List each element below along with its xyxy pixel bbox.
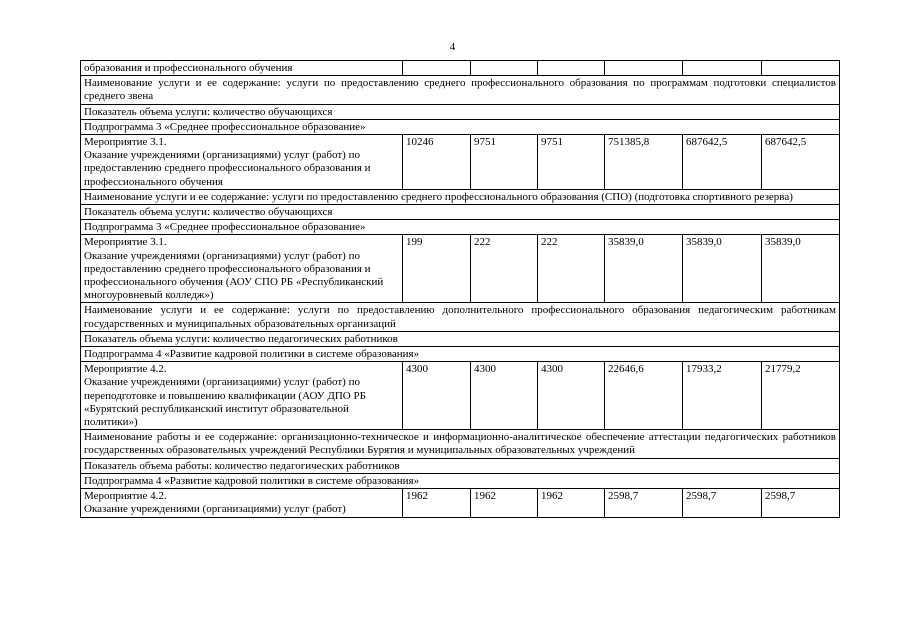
value-cell: 35839,0 bbox=[762, 235, 840, 303]
table-row-section bbox=[81, 347, 840, 362]
measure-title: Мероприятие 3.1. bbox=[84, 136, 167, 149]
row-label bbox=[81, 135, 403, 190]
section-text: Подпрограмма 4 «Развитие кадровой политики в системе образования» bbox=[81, 347, 840, 362]
value-cell: 4300 bbox=[538, 362, 605, 430]
section-text: Показатель объема услуги: количество педагогических работников bbox=[81, 331, 840, 346]
page-number: 4 bbox=[449, 41, 456, 53]
row-label bbox=[81, 235, 403, 303]
measure-title: Мероприятие 4.2. bbox=[84, 363, 167, 376]
section-text: Наименование работы и ее содержание: организационно-техническое и информационно-аналитическое обеспечение аттестации педагогических работников государственных образовательных учреждений Республики Бурятия и муниципальных образовательных учреждений bbox=[81, 430, 840, 458]
table-row-section bbox=[81, 119, 840, 134]
value-cell: 2598,7 bbox=[762, 489, 840, 517]
value-cell: 4300 bbox=[403, 362, 471, 430]
section-text: Показатель объема услуги: количество обучающихся bbox=[81, 104, 840, 119]
value-cell: 21779,2 bbox=[762, 362, 840, 430]
measure-description: Оказание учреждениями (организациями) услуг (работ) по предоставлению среднего профессионального образования и профессионального обучения (АОУ СПО РБ «Республиканский многоуровневый колледж») bbox=[84, 249, 384, 302]
value-cell: 1962 bbox=[471, 489, 538, 517]
table-row-section bbox=[81, 76, 840, 104]
value-cell: 222 bbox=[471, 235, 538, 303]
table-row-section bbox=[81, 205, 840, 220]
value-cell bbox=[605, 61, 683, 76]
section-text: Наименование услуги и ее содержание: услуги по предоставлению дополнительного профессионального образования педагогическим работникам государственных и муниципальных образовательных организаций bbox=[81, 303, 840, 331]
measure-title: Мероприятие 3.1. bbox=[84, 236, 167, 249]
table-row bbox=[81, 61, 840, 76]
services-table bbox=[80, 60, 840, 518]
section-text: Подпрограмма 3 «Среднее профессиональное образование» bbox=[81, 220, 840, 235]
value-cell bbox=[403, 61, 471, 76]
table-row bbox=[81, 362, 840, 430]
row-label bbox=[81, 362, 403, 430]
table-row bbox=[81, 489, 840, 517]
measure-description: Оказание учреждениями (организациями) услуг (работ) bbox=[84, 503, 346, 516]
table-row-section bbox=[81, 220, 840, 235]
row-label bbox=[81, 489, 403, 517]
value-cell bbox=[538, 61, 605, 76]
value-cell: 751385,8 bbox=[605, 135, 683, 190]
value-cell: 17933,2 bbox=[683, 362, 762, 430]
value-cell: 1962 bbox=[538, 489, 605, 517]
section-text: Показатель объема работы: количество педагогических работников bbox=[81, 458, 840, 473]
measure-title: Мероприятие 4.2. bbox=[84, 490, 167, 503]
value-cell bbox=[471, 61, 538, 76]
value-cell: 35839,0 bbox=[683, 235, 762, 303]
section-text: Подпрограмма 4 «Развитие кадровой политики в системе образования» bbox=[81, 473, 840, 488]
value-cell: 199 bbox=[403, 235, 471, 303]
table-row bbox=[81, 135, 840, 190]
value-cell: 10246 bbox=[403, 135, 471, 190]
table-row-section bbox=[81, 189, 840, 204]
value-cell: 222 bbox=[538, 235, 605, 303]
section-text: Наименование услуги и ее содержание: услуги по предоставлению среднего профессионального образования (СПО) (подготовка спортивного резерва) bbox=[81, 189, 840, 204]
value-cell: 2598,7 bbox=[605, 489, 683, 517]
row-label bbox=[81, 61, 403, 76]
section-text: Наименование услуги и ее содержание: услуги по предоставлению среднего профессионального образования по программам подготовки специалистов среднего звена bbox=[81, 76, 840, 104]
table-row-section bbox=[81, 473, 840, 488]
value-cell: 687642,5 bbox=[762, 135, 840, 190]
value-cell: 9751 bbox=[471, 135, 538, 190]
table-row-section bbox=[81, 458, 840, 473]
table-row-section bbox=[81, 331, 840, 346]
value-cell: 22646,6 bbox=[605, 362, 683, 430]
value-cell: 1962 bbox=[403, 489, 471, 517]
value-cell: 2598,7 bbox=[683, 489, 762, 517]
services-table-body bbox=[81, 61, 840, 518]
value-cell: 4300 bbox=[471, 362, 538, 430]
value-cell bbox=[683, 61, 762, 76]
section-text: Показатель объема услуги: количество обучающихся bbox=[81, 205, 840, 220]
value-cell bbox=[762, 61, 840, 76]
measure-description: Оказание учреждениями (организациями) услуг (работ) по предоставлению среднего профессионального образования и профессионального обучения bbox=[84, 149, 371, 188]
table-row-section bbox=[81, 303, 840, 331]
measure-description: Оказание учреждениями (организациями) услуг (работ) по переподготовке и повышению квалификации (АОУ ДПО РБ «Бурятский республиканский институт образовательной политики») bbox=[84, 376, 366, 429]
table-row-section bbox=[81, 430, 840, 458]
value-cell: 687642,5 bbox=[683, 135, 762, 190]
value-cell: 9751 bbox=[538, 135, 605, 190]
table-row-section bbox=[81, 104, 840, 119]
section-text: Подпрограмма 3 «Среднее профессиональное образование» bbox=[81, 119, 840, 134]
table-row bbox=[81, 235, 840, 303]
value-cell: 35839,0 bbox=[605, 235, 683, 303]
measure-title: образования и профессионального обучения bbox=[84, 62, 293, 74]
